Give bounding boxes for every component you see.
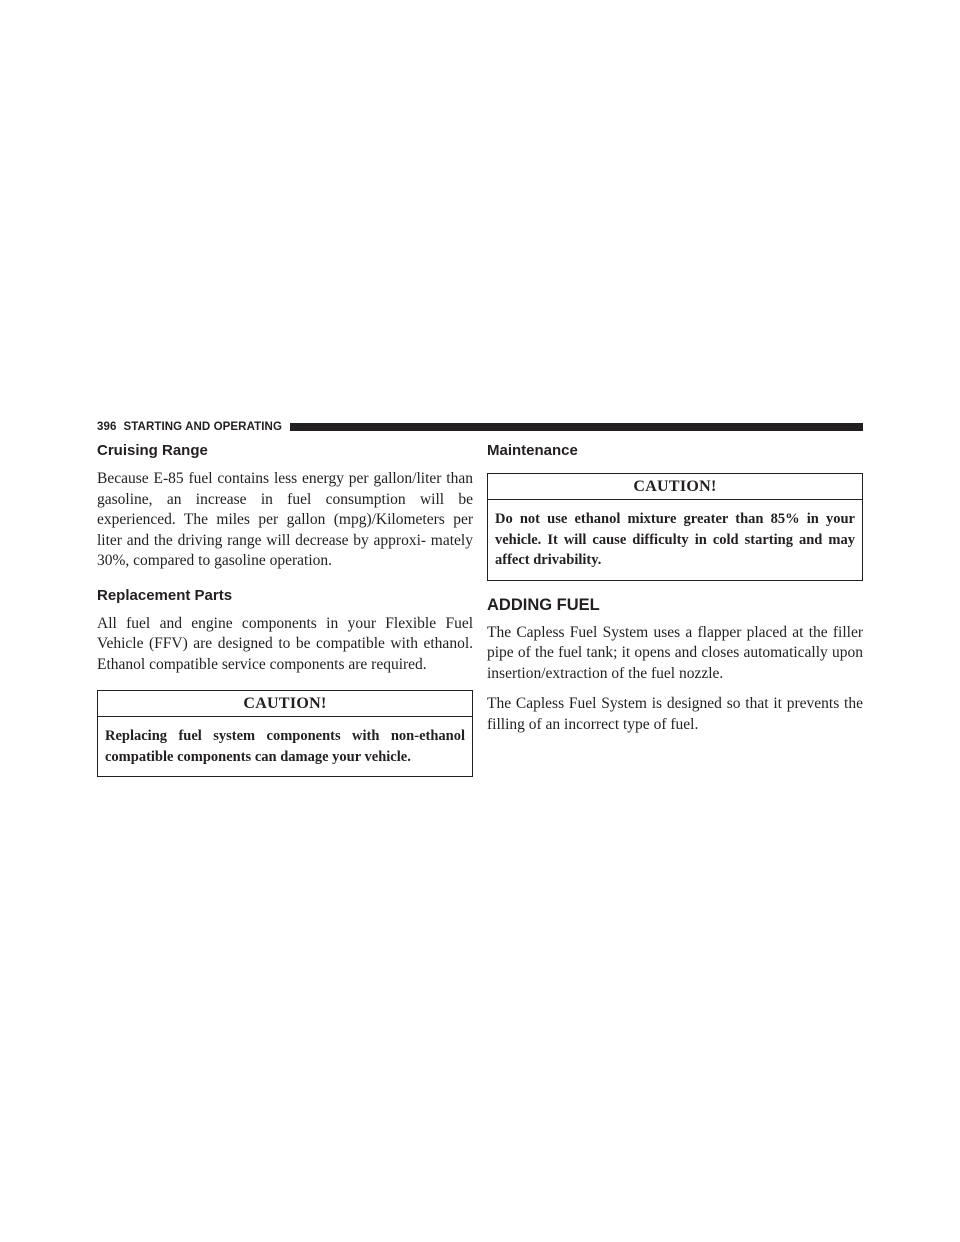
page-number: 396 [97, 421, 117, 433]
replacement-parts-heading: Replacement Parts [97, 586, 233, 604]
left-column [97, 440, 473, 777]
adding-fuel-text-2: The Capless Fuel System is designed so that it prevents the filling of an incorrect type of fuel. [487, 695, 863, 733]
caution-box-maintenance [487, 473, 863, 581]
adding-fuel-heading: ADDING FUEL [487, 595, 600, 614]
right-column [487, 440, 863, 735]
caution-title: CAUTION! [488, 474, 862, 500]
caution-box-replacement [97, 690, 473, 777]
caution-text: Do not use ethanol mixture greater than 85% in your vehicle. It will cause difficulty in cold starting and may affect drivability. [495, 511, 855, 568]
page-header [97, 420, 863, 434]
cruising-range-text: Because E-85 fuel contains less energy per gallon/liter than gasoline, an increase in fuel consumption will be experienced. The miles per gallon (mpg)/Kilometers per liter and the driving range will decrease by approxi- mately 30%, compared to gasoline operation. [97, 470, 473, 569]
caution-title: CAUTION! [98, 691, 472, 717]
section-title: STARTING AND OPERATING [123, 421, 283, 433]
header-rule [290, 423, 863, 431]
maintenance-heading: Maintenance [487, 442, 578, 459]
adding-fuel-text-1: The Capless Fuel System uses a flapper placed at the filler pipe of the fuel tank; it opens and closes automatically upon insertion/extraction of the fuel nozzle. [487, 623, 863, 682]
replacement-parts-text: All fuel and engine components in your Flexible Fuel Vehicle (FFV) are designed to be compatible with ethanol. Ethanol compatible service components are required. [97, 614, 473, 673]
caution-text: Replacing fuel system components with non-ethanol compatible components can damage your vehicle. [105, 728, 465, 765]
cruising-range-heading: Cruising Range [97, 442, 208, 459]
